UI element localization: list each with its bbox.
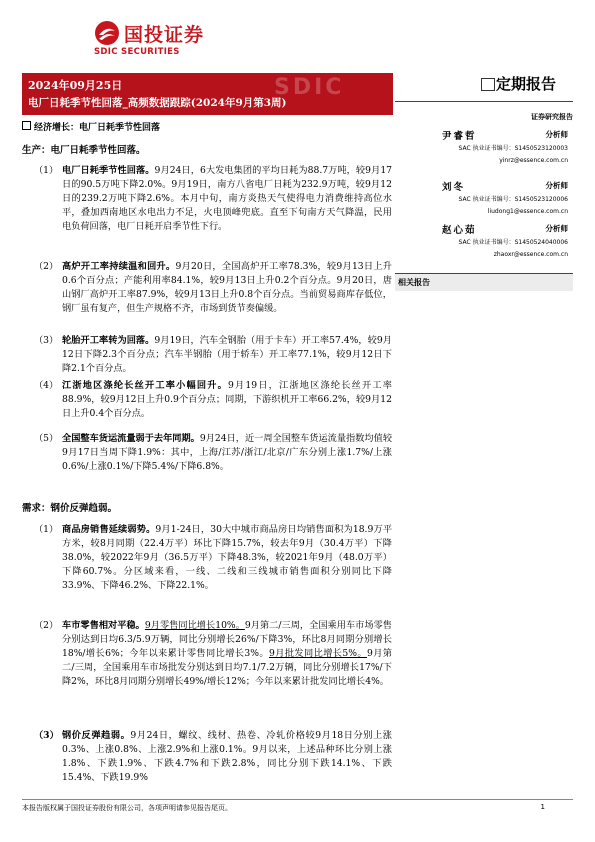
item-text: 9月第二/三周，全国乘用车市场批发分别达到日均7.1/7.2万辆，同比分别增长17%/下降2%，环比8月同期分别增长49%/增长12%；今年以来累计批发同比增长4%。: [62, 647, 393, 687]
banner-watermark: SDIC: [274, 75, 345, 100]
analyst-name: 赵心茹: [442, 225, 477, 236]
list-item: [22, 619, 392, 689]
brand-name-cn: 国投证券: [124, 24, 205, 46]
report-title: 电厂日耗季节性回落_高频数据跟踪(2024年9月第3周): [28, 97, 287, 109]
item-underline: 9月批发同比增长5%。: [268, 647, 367, 659]
analyst-sac: SAC 执业证书编号：S1450524040006: [458, 239, 568, 246]
item-title: 电厂日耗季节性回落。: [62, 165, 155, 176]
report-date: 2024年09月25日: [28, 79, 123, 92]
item-number: （4）: [34, 380, 59, 391]
analyst-header: 证券研究报告: [531, 112, 573, 121]
item-title: 钢价反弹趋弱。: [62, 730, 131, 741]
analyst-sac: SAC 执业证书编号：S1450523120003: [458, 145, 568, 152]
sdic-logo-icon: [94, 20, 120, 46]
list-item: [22, 334, 392, 376]
analyst-role: 分析师: [545, 224, 568, 233]
item-number: （2）: [34, 261, 59, 272]
item-text: 9月24日，近一周全国整车货运流量指数均值较9月17日当周下降1.9%：其中，上海/江苏/浙江/北京/广东分别上涨1.7%/上涨0.6%/上涨0.1%/下降5.4%/下降6.8%。: [62, 433, 393, 472]
checkbox-icon: [22, 121, 31, 130]
item-text: 9月19日，汽车全钢胎（用于卡车）开工率57.4%，较9月12日下降2.3个百分点；汽车半钢胎（用于轿车）开工率77.1%，较9月12日下降2.1个百分点。: [62, 335, 392, 374]
report-banner: [22, 73, 393, 115]
analyst-name: 刘冬: [442, 182, 466, 193]
item-title: 江浙地区涤纶长丝开工率小幅回升。: [62, 380, 229, 391]
related-reports: [395, 273, 573, 291]
item-text: 9月24日，螺纹、线材、热卷、冷轧价格较9月18日分别上涨0.3%、上涨0.8%、上涨2.9%和上涨0.1%。9月以来，上述品种环比分别上涨1.8%、下跌1.9%、下跌4.7%和下跌2.8%，同比分别下跌14.1%、下跌15.4%、下跌19.9%: [62, 730, 392, 783]
item-text: 9月20日，全国高炉开工率78.3%，较9月13日上升0.6个百分点；产能利用率84.1%，较9月13日上升0.2个百分点。9月20日，唐山钢厂高炉开工率87.9%，较9月13日上升0.8个百分点。当前贸易商库存低位，钢厂虽有复产，但生产规格不齐，市场到货节奏偏缓。: [62, 261, 392, 314]
footer-divider: [22, 799, 573, 800]
production-heading: 生产：电厂日耗季节性回落。: [22, 145, 146, 156]
section-text: 电厂日耗季节性回落: [79, 123, 161, 133]
item-title: 轮胎开工率转为回落。: [62, 335, 155, 346]
brand-logo: [94, 20, 205, 60]
list-item: [22, 379, 392, 421]
analyst-email[interactable]: yinrz@essence.com.cn: [499, 157, 568, 164]
item-text: 9月19日，江浙地区涤纶长丝开工率88.9%，较9月12日上升0.9个百分点；同期，下游织机开工率66.2%，较9月12日上升0.4个百分点。: [62, 380, 392, 419]
analyst-role: 分析师: [545, 181, 568, 190]
list-item: [22, 164, 392, 234]
item-number: （2）: [34, 620, 59, 631]
report-type: 定期报告: [496, 75, 557, 93]
brand-name-en: SDIC SECURITIES: [94, 47, 180, 57]
item-number: （3）: [34, 730, 59, 741]
item-text: 9月1-24日，30大中城市商品房日均销售面积为18.9万平方米，较8月同期（22.4万平）环比下降15.7%，较去年9月（30.4万平）下降38.0%，较2022年9月（36.5万平）下降48.3%，较2021年9月（48.0万平）下降60.7%。分区域来看，一线、二线和三线城市销售面积分别同比下降33.9%、下降46.2%、下降22.1%。: [62, 524, 393, 591]
item-title: 商品房销售延续弱势。: [62, 524, 156, 535]
analyst-role: 分析师: [545, 130, 568, 139]
list-item: [22, 432, 392, 474]
chart-icon: [481, 78, 495, 91]
related-reports-label: 相关报告: [398, 277, 430, 287]
list-item: [22, 523, 392, 593]
item-text: 9月第二/三周，全国乘用车市场零售分别达到日均6.3/5.9万辆，同比分别增长26%/下降3%，环比8月同期分别增长18%/增长6%；今年以来累计零售同比增长3%。: [62, 620, 392, 659]
item-number: （1）: [34, 165, 59, 176]
item-underline: 9月零售同比增长10%。: [144, 620, 245, 631]
item-number: （1）: [34, 524, 59, 535]
item-text: 9月24日，6大发电集团的平均日耗为88.7万吨，较9月17日的90.5万吨下降2.0%。9月19日，南方八省电厂日耗为232.9万吨，较9月12日的239.2万吨下降2.6%。本月中旬，南方炎热天气使得电力消费维持高位水平，叠加西南地区水电出力不足，火电顶峰兜底。直至下旬南方天气降温，民用电负荷回落，电厂日耗开启季节性下行。: [62, 165, 393, 232]
list-item: [22, 260, 392, 316]
item-title: 高炉开工率持续温和回升。: [62, 261, 176, 272]
analyst-sac: SAC 执业证书编号：S1450523120006: [458, 196, 568, 203]
analyst-card: [400, 179, 574, 223]
item-title: 车市零售相对平稳。: [62, 620, 145, 631]
footer-disclaimer: 本报告版权属于国投证券股份有限公司，各项声明请参见报告尾页。: [22, 804, 232, 812]
item-number: （3）: [34, 335, 59, 346]
item-number: （5）: [34, 433, 59, 444]
list-item: [22, 729, 392, 785]
analyst-email[interactable]: liudong1@essence.com.cn: [487, 208, 568, 215]
page-number: 1: [540, 803, 545, 811]
analyst-card: [400, 128, 574, 172]
section-label: 经济增长：: [34, 123, 80, 133]
analyst-name: 尹睿哲: [442, 131, 477, 142]
analyst-email[interactable]: zhaoxr@essence.com.cn: [493, 251, 568, 258]
report-type-box: [395, 73, 573, 102]
analyst-card: [400, 222, 574, 266]
demand-heading: 需求：钢价反弹趋弱。: [22, 503, 118, 514]
item-title: 全国整车货运流量弱于去年同期。: [62, 433, 200, 444]
section-summary: [22, 120, 160, 133]
